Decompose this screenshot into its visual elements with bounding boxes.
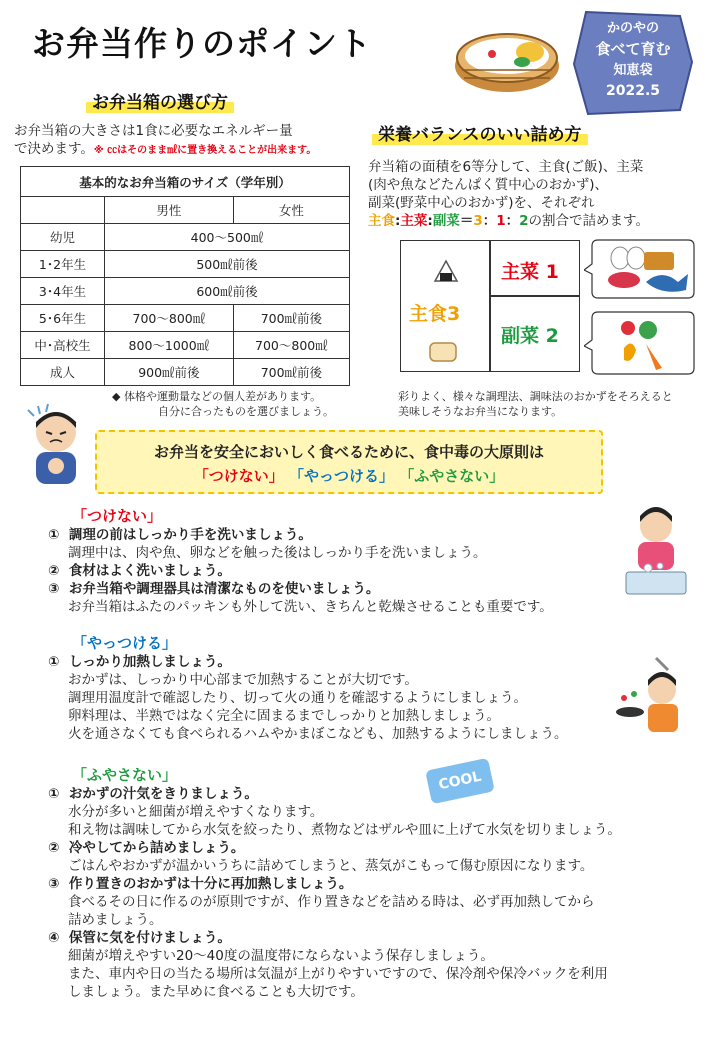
table-footnote: ◆ 体格や運動量などの個人差があります。 自分に合ったものを選びましょう。: [112, 390, 334, 418]
yattsukeru-list: ① しっかり加熱しましょう。 おかずは、しっかり中心部まで加熱することが大切です。 調理用温度計で確認したり、切って火の通りを確認するようにしましょう。 卵料理は、半熟ではなく完全に固まるまでしっかりと加熱しましょう。 火を通さなくても食べられるハムやかまぼこなども、加熱するようにしましょう。: [48, 653, 648, 743]
box-size-table: [20, 166, 350, 386]
banner-kw-tsukenai: 「つけない」: [193, 467, 284, 485]
balance-section-heading: 栄養バランスのいい詰め方: [372, 120, 588, 145]
list-item: ② 冷やしてから詰めましょう。: [48, 840, 245, 856]
list-item: ③ お弁当箱や調理器具は清潔なものを使いましょう。: [48, 581, 380, 597]
issue-badge: [570, 6, 696, 118]
onigiri-icon: [433, 259, 459, 285]
tsukenai-heading: 「つけない」: [72, 507, 163, 525]
table-row: 1･2年生 500㎖前後: [21, 251, 350, 278]
badge-date: 2022.5: [605, 83, 661, 99]
main-dish-bubble-icon: [584, 236, 696, 302]
cool-pack-icon: COOL: [425, 758, 495, 805]
page-title: お弁当作りのポイント: [32, 24, 372, 63]
tsukenai-list: ① 調理の前はしっかり手を洗いましょう。 調理中は、肉や魚、卵などを触った後はしっかり手を洗いましょう。 ② 食材はよく洗いましょう。 ③ お弁当箱や調理器具は清潔なものを使いましょう。 お弁当箱はふたのパッキンも外して洗い、きちんと乾燥させることも重要です。: [48, 526, 648, 616]
cell-main: 主菜 1: [501, 261, 559, 283]
table-row: 5･6年生 700～800㎖ 700㎖前後: [21, 305, 350, 332]
balance-ratio: 主食:主菜:副菜＝3：1：2の割合で詰めます。: [368, 213, 649, 229]
list-item: ① しっかり加熱しましょう。: [48, 654, 231, 670]
principle-banner: [95, 430, 603, 494]
bento-box-icon: [452, 18, 562, 96]
banner-line: お弁当を安全においしく食べるために、食中毒の大原則は: [153, 443, 544, 461]
banner-kw-yattsukeru: 「やっつける」: [288, 467, 394, 485]
col-female: 女性: [233, 197, 349, 224]
list-item: ① おかずの汁気をきりましょう。: [48, 786, 258, 802]
col-male: 男性: [105, 197, 234, 224]
box-section-heading: お弁当箱の選び方: [86, 88, 234, 113]
cooking-chef-icon: [612, 654, 694, 736]
yattsukeru-heading: 「やっつける」: [72, 634, 178, 652]
box-note: ※ ㏄はそのまま㎖に置き換えることが出来ます。: [93, 145, 317, 156]
banner-kw-fuyasanai: 「ふやさない」: [399, 467, 505, 485]
hand-washing-icon: [620, 500, 692, 600]
list-item: ① 調理の前はしっかり手を洗いましょう。: [48, 527, 312, 543]
table-row: 3･4年生 600㎖前後: [21, 278, 350, 305]
badge-line1: かのやの: [606, 21, 659, 36]
fuyasanai-list: ① おかずの汁気をきりましょう。 水分が多いと細菌が増えやすくなります。 和え物は調味してから水気を絞ったり、煮物などはザルや皿に上げて水気を切りましょう。 ② 冷やしてから詰めましょう。 ごはんやおかずが温かいうちに詰めてしまうと、蒸気がこもって傷む原因になります。 ③ 作り置きのおかずは十分に再加熱しましょう。 食べるその日に作るのが原則ですが、作り置きなどを詰める時は、必ず再加熱してから 詰めましょう。 ④ 保管に気を付けましょう。 細菌が増えやすい20～40度の温度帯にならないよう保存しましょう。 また、車内や日の当たる場所は気温が上がりやすいですので、保冷剤や保冷バックを利用 しましょう。また早めに食べることも大切です。: [48, 785, 712, 1001]
sick-child-icon: [22, 402, 88, 486]
fuyasanai-heading: 「ふやさない」: [72, 766, 178, 784]
table-caption: 基本的なお弁当箱のサイズ（学年別）: [21, 167, 350, 197]
table-row: 中･高校生 800～1000㎖ 700～800㎖: [21, 332, 350, 359]
list-item: ④ 保管に気を付けましょう。: [48, 930, 231, 946]
cell-staple: 主食3: [409, 303, 461, 325]
side-dish-bubble-icon: [584, 308, 696, 378]
bread-icon: [427, 337, 461, 363]
badge-line3: 知恵袋: [613, 63, 653, 78]
table-row: 成人 900㎖前後 700㎖前後: [21, 359, 350, 386]
balance-text: 弁当箱の面積を6等分して、主食(ご飯)、主菜 (肉や魚などたんぱく質中心のおかず)、 副菜(野菜中心のおかず)を、それぞれ 主食:主菜:副菜＝3：1：2の割合で詰めます。: [368, 158, 713, 230]
table-row: 幼児 400～500㎖: [21, 224, 350, 251]
cell-side: 副菜 2: [501, 325, 559, 347]
bento-ratio-diagram: [400, 240, 580, 372]
badge-line2: 食べて育む: [595, 40, 671, 58]
diagram-caption: 彩りよく、様々な調理法、調味法のおかずをそろえると 美味しそうなお弁当になります。: [398, 390, 673, 418]
list-item: ② 食材はよく洗いましょう。: [48, 563, 231, 579]
list-item: ③ 作り置きのおかずは十分に再加熱しましょう。: [48, 876, 353, 892]
box-intro: お弁当箱の大きさは1食に必要なエネルギー量 で決めます。※ ㏄はそのまま㎖に置き換えることが出来ます。: [14, 123, 317, 157]
